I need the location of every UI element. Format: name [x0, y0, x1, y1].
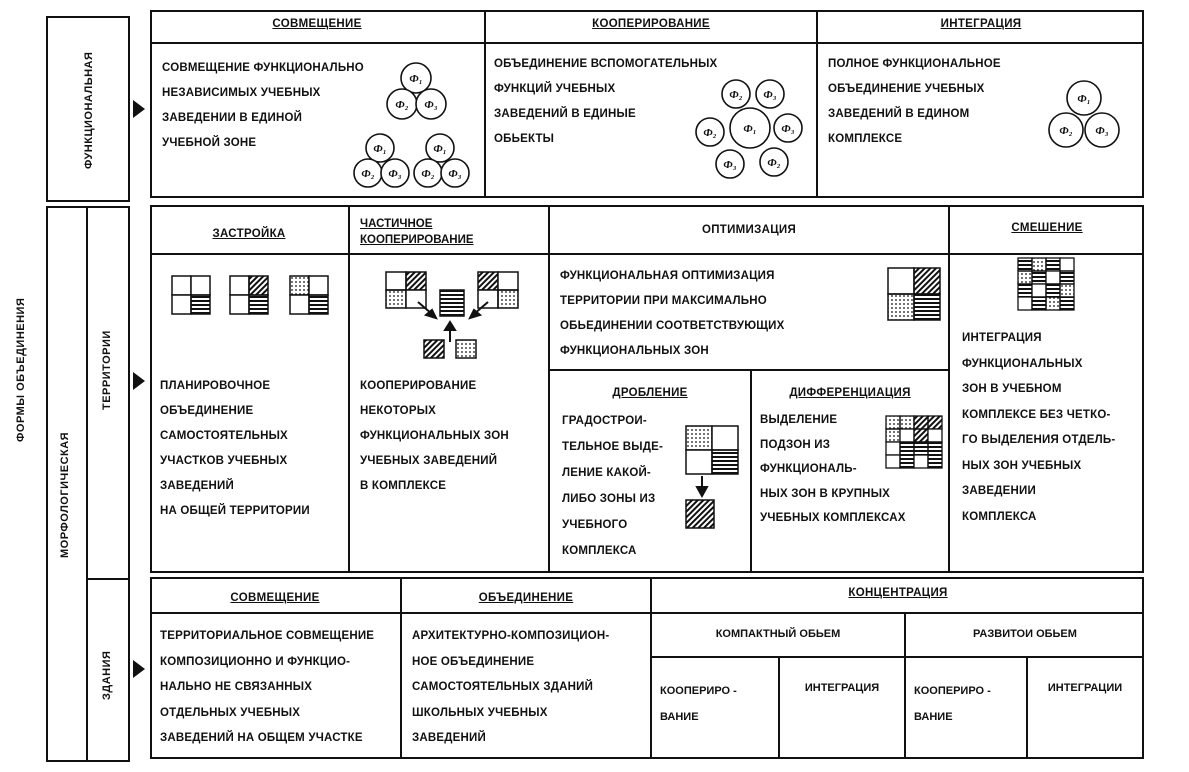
functional-text-combination: СОВМЕЩЕНИЕ ФУНКЦИОНАЛЬНО НЕЗАВИСИМЫХ УЧЕБНЫХ ЗАВЕДЕНИИ В ЕДИНОЙ УЧЕБНОЙ ЗОНЕ [162, 62, 364, 149]
label-morph-divider-h [86, 578, 130, 580]
arrow-buildings [133, 660, 145, 678]
buildings-sub-divider-v3 [1026, 656, 1028, 759]
svg-text:Ф₂: Ф₂ [767, 157, 781, 169]
territory-sub-divider [750, 369, 752, 573]
label-forms: ФОРМЫ ОБЪЕДИНЕНИЯ [15, 297, 27, 443]
svg-text:Ф₂: Ф₂ [361, 168, 375, 180]
territory-header-development: ЗАСТРОЙКА [212, 228, 286, 240]
svg-text:Ф₂: Ф₂ [1059, 125, 1073, 137]
territory-header-differentiation: ДИФФЕРЕНЦИАЦИЯ [789, 387, 911, 399]
territory-text-development: ПЛАНИРОВОЧНОЕ ОБЪЕДИНЕНИЕ САМОСТОЯТЕЛЬНЫХ УЧАСТКОВ УЧЕБНЫХ ЗАВЕДЕНИЙ НА ОБЩЕЙ ТЕРРИТОРИИ [160, 380, 310, 517]
buildings-header-compact: КОМПАКТНЫЙ ОБЬЕМ [715, 628, 841, 640]
optimization-tile-icon [886, 266, 942, 322]
territory-col-divider-1 [348, 205, 350, 573]
differentiation-icon [884, 414, 944, 472]
functional-header-divider [150, 42, 1144, 44]
svg-text:Ф₂: Ф₂ [395, 99, 409, 111]
buildings-header-concentration: КОНЦЕНТРАЦИЯ [848, 587, 948, 599]
buildings-header-divider [150, 612, 1144, 614]
buildings-header-developed: РАЗВИТОИ ОБЬЕМ [973, 628, 1077, 640]
functional-header-integration: ИНТЕГРАЦИЯ [940, 18, 1022, 30]
circles-cooperation-diagram [690, 72, 810, 190]
development-tiles-icon [170, 272, 340, 318]
buildings-col-divider-2 [650, 577, 652, 759]
svg-text:Ф₂: Ф₂ [703, 127, 717, 139]
partial-cooperation-icon [380, 266, 530, 366]
label-morphological: МОРФОЛОГИЧЕСКАЯ [59, 431, 71, 559]
svg-text:Ф₃: Ф₃ [763, 89, 777, 101]
svg-text:Ф₃: Ф₃ [723, 159, 737, 171]
territory-text-differentiation: ВЫДЕЛЕНИЕ ПОДЗОН ИЗ ФУНКЦИОНАЛЬ- НЫХ ЗОН В КРУПНЫХ УЧЕБНЫХ КОМПЛЕКСАХ [760, 414, 906, 524]
arrow-functional [133, 100, 145, 118]
territory-text-optimization: ФУНКЦИОНАЛЬНАЯ ОПТИМИЗАЦИЯ ТЕРРИТОРИИ ПРИ МАКСИМАЛЬНО ОБЬЕДИНЕНИИ СООТВЕТСТВУЮЩИХ ФУНКЦИОНАЛЬНЫХ ЗОН [560, 270, 785, 357]
svg-text:Ф₂: Ф₂ [729, 89, 743, 101]
label-morph-divider-v [86, 206, 88, 762]
functional-col-divider-2 [816, 10, 818, 198]
svg-text:Ф₁: Ф₁ [373, 143, 387, 155]
label-functional: ФУНКЦИОНАЛЬНАЯ [83, 51, 95, 169]
svg-text:Ф₃: Ф₃ [448, 168, 462, 180]
functional-header-cooperation: КООПЕРИРОВАНИЕ [592, 18, 710, 30]
territory-text-mixing: ИНТЕГРАЦИЯ ФУНКЦИОНАЛЬНЫХ ЗОН В УЧЕБНОМ КОМПЛЕКСЕ БЕЗ ЧЕТКО- ГО ВЫДЕЛЕНИЯ ОТДЕЛЬ- НЫХ ЗОН УЧЕБНЫХ ЗАВЕДЕНИИ КОМПЛЕКСА [962, 332, 1116, 523]
functional-col-divider-1 [484, 10, 486, 198]
territory-text-fragmentation: ГРАДОСТРОИ- ТЕЛЬНОЕ ВЫДЕ- ЛЕНИЕ КАКОЙ- ЛИБО ЗОНЫ ИЗ УЧЕБНОГО КОМПЛЕКСА [562, 415, 664, 557]
territory-header-divider [150, 253, 1144, 255]
svg-text:Ф₃: Ф₃ [388, 168, 402, 180]
territory-header-fragmentation: ДРОБЛЕНИЕ [612, 387, 688, 399]
mixing-grid-icon [1016, 256, 1076, 314]
buildings-col-divider-1 [400, 577, 402, 759]
territory-header-partial: ЧАСТИЧНОЕ КООПЕРИРОВАНИЕ [360, 218, 474, 246]
circles-integration-diagram [1040, 76, 1126, 156]
territory-header-optimization: ОПТИМИЗАЦИЯ [701, 224, 797, 236]
territory-optim-divider [548, 369, 950, 371]
label-territory: ТЕРРИТОРИИ [101, 330, 113, 410]
functional-text-integration: ПОЛНОЕ ФУНКЦИОНАЛЬНОЕ ОБЪЕДИНЕНИЕ УЧЕБНЫХ ЗАВЕДЕНИЙ В ЕДИНОМ КОМПЛЕКСЕ [828, 58, 1001, 145]
svg-text:Ф₂: Ф₂ [421, 168, 435, 180]
circles-combination-diagram [350, 58, 480, 196]
svg-text:Ф₁: Ф₁ [743, 123, 757, 135]
buildings-sub-divider-h [650, 656, 1144, 658]
fragmentation-icon [682, 424, 742, 534]
functional-text-cooperation: ОБЪЕДИНЕНИЕ ВСПОМОГАТЕЛЬНЫХ ФУНКЦИЙ УЧЕБНЫХ ЗАВЕДЕНИЙ В ЕДИНЫЕ ОБЬЕКТЫ [494, 58, 718, 145]
buildings-header-combination: СОВМЕЩЕНИЕ [230, 592, 320, 604]
buildings-text-union: АРХИТЕКТУРНО-КОМПОЗИЦИОН- НОЕ ОБЪЕДИНЕНИЕ САМОСТОЯТЕЛЬНЫХ ЗДАНИЙ ШКОЛЬНЫХ УЧЕБНЫХ ЗАВЕДЕНИЙ [412, 630, 610, 744]
buildings-sub-divider-v2 [778, 656, 780, 759]
buildings-compact-cooperation: КООПЕРИРО - ВАНИЕ [660, 685, 737, 723]
buildings-header-union: ОБЪЕДИНЕНИЕ [478, 592, 574, 604]
svg-text:Ф₁: Ф₁ [1077, 93, 1091, 105]
buildings-compact-integration: ИНТЕГРАЦИЯ [804, 682, 880, 694]
svg-text:Ф₃: Ф₃ [1095, 125, 1109, 137]
buildings-developed-integration: ИНТЕГРАЦИИ [1047, 682, 1123, 694]
label-buildings: ЗДАНИЯ [101, 650, 113, 700]
buildings-developed-cooperation: КООПЕРИРО - ВАНИЕ [914, 685, 991, 723]
territory-header-mixing: СМЕШЕНИЕ [1011, 222, 1083, 234]
svg-text:Ф₃: Ф₃ [424, 99, 438, 111]
svg-text:Ф₁: Ф₁ [433, 143, 447, 155]
territory-col-divider-3 [948, 205, 950, 573]
arrow-territory [133, 372, 145, 390]
svg-text:Ф₁: Ф₁ [409, 73, 423, 85]
functional-header-combination: СОВМЕЩЕНИЕ [272, 18, 362, 30]
svg-text:Ф₃: Ф₃ [781, 123, 795, 135]
territory-text-partial: КООПЕРИРОВАНИЕ НЕКОТОРЫХ ФУНКЦИОНАЛЬНЫХ ЗОН УЧЕБНЫХ ЗАВЕДЕНИЙ В КОМПЛЕКСЕ [360, 380, 509, 492]
buildings-text-combination: ТЕРРИТОРИАЛЬНОЕ СОВМЕЩЕНИЕ КОМПОЗИЦИОННО И ФУНКЦИО- НАЛЬНО НЕ СВЯЗАННЫХ ОТДЕЛЬНЫХ УЧЕБНЫХ ЗАВЕДЕНИЙ НА ОБЩЕМ УЧАСТКЕ [160, 630, 375, 744]
